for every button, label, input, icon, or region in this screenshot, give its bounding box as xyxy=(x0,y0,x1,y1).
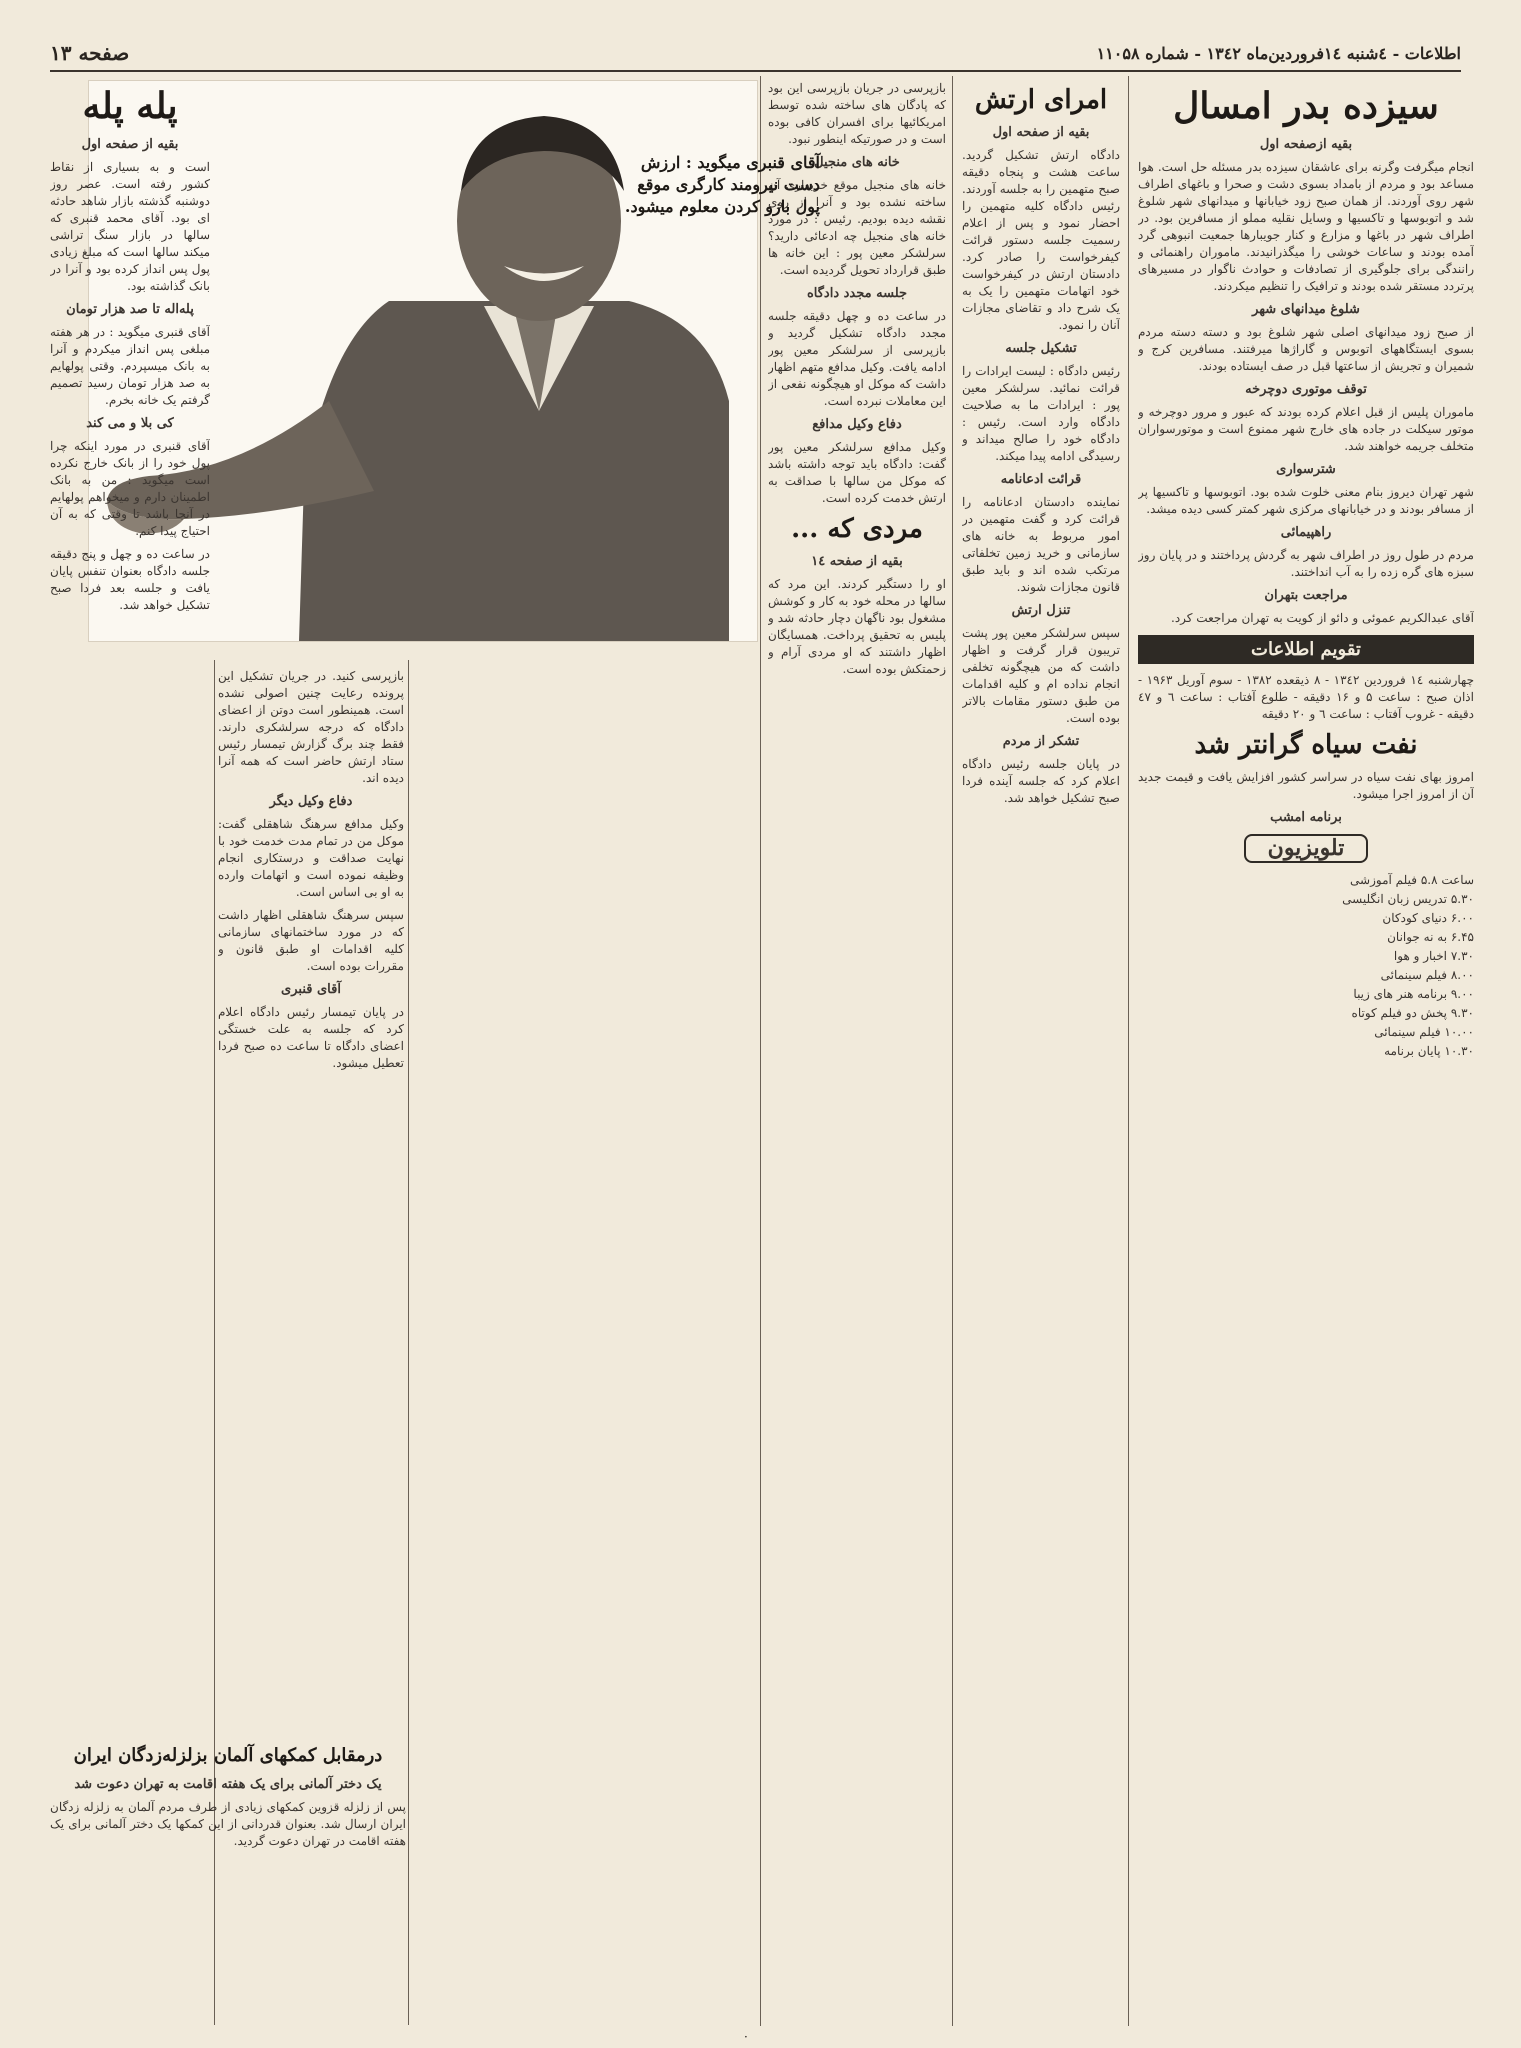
headline-german-aid: درمقابل کمکهای آلمان بزلزله‌زدگان ایران xyxy=(73,1745,383,1766)
article-body: آقای قنبری در مورد اینکه چرا پول خود را از بانک خارج نکرده است میگوید : من به بانک اطمینان دارم و میخواهم پولهایم در آنجا باشد تا وقتی که به آن احتیاج پیدا کنم. xyxy=(50,439,210,538)
article-body: پس از زلزله قزوین کمکهای زیادی از طرف مردم آلمان به زلزله زدگان ایران ارسال شد. بعنوان قدردانی از این کمکها یک دختر آلمانی برای یک هفته اقامت در تهران دعوت گردید. xyxy=(50,1800,406,1848)
article-body: وکیل مدافع سرهنگ شاهقلی گفت: موکل من در تمام مدت خدمت خود با نهایت صداقت و درستکاری انجام وظیفه نموده است و اتهامات وارده به او بی اساس است. xyxy=(218,817,404,899)
photo-caption: آقای قنبری میگوید : ارزش دست نیرومند کارگری موقع پول بازو کردن معلوم میشود. xyxy=(624,153,820,216)
article-body: نماینده دادستان ادعانامه را قرائت کرد و گفت متهمین در امور مربوط به خانه های سازمانی و خرید زمین تخلفاتی مرتکب شده اند و باید طبق قانون مجازات شوند. xyxy=(962,495,1120,594)
article-body: خانه های منجیل موقع خریداری آن ساخته نشده بود و آنرا از روی نقشه دیده بودیم. رئیس : در مورد خانه های منجیل چه ادعائی دارید؟ سرلشکر معین پور : این خانه ها طبق قرارداد تحویل گردیده است. xyxy=(768,178,946,277)
page-number: صفحه ۱۳ xyxy=(50,41,130,65)
subhead: آقای قنبری xyxy=(281,982,341,997)
subhead: قرائت ادعانامه xyxy=(1000,472,1082,487)
column-pele-pele xyxy=(50,80,210,1730)
tv-program: ۱۰.۳۰ پایان برنامه xyxy=(1384,1044,1474,1058)
masthead: اطلاعات - ٤شنبه ١٤فروردین‌ماه ۱۳٤۲ - شماره ۱۱۰۵۸ xyxy=(1096,43,1461,63)
subhead: دفاع وکیل دیگر xyxy=(269,794,353,809)
headline-sizdah-bedar: سیزده بدر امسال xyxy=(1173,85,1439,127)
article-body: در ساعت ده و چهل و پنج دقیقه جلسه دادگاه بعنوان تنفس پایان یافت و جلسه بعد فردا صبح تشکیل خواهد شد. xyxy=(50,547,210,612)
article-body: او را دستگیر کردند. این مرد که سالها در محله خود به کار و کوشش مشغول بود ناگهان دچار حادثه شد و پلیس به تحقیق پرداخت. همسایگان اظهار داشتند که او مردی آرام و زحمتکش بوده است. xyxy=(768,577,946,676)
article-body: آقای عبدالکریم عموئی و دائو از کویت به تهران مراجعت کرد. xyxy=(1171,611,1474,625)
subhead: تشکر از مردم xyxy=(1002,734,1080,749)
tv-program: ۷.۳۰ اخبار و هوا xyxy=(1393,949,1474,963)
tv-program: ۵.۳۰ تدریس زبان انگلیسی xyxy=(1342,892,1474,906)
calendar-header: تقویم اطلاعات xyxy=(1138,635,1474,664)
column-rule xyxy=(408,660,409,2025)
article-body: امروز بهای نفت سیاه در سراسر کشور افزایش یافت و قیمت جدید آن از امروز اجرا میشود. xyxy=(1138,770,1474,801)
article-body: است و به بسیاری از نقاط کشور رفته است. عصر روز دوشنبه گذشته بازار شاهد حادثه ای بود. آقای محمد قنبری که سالها در بازار سنگ تراشی میکند سالها است که مبلغ زیادی پول پس انداز کرده بود و آنرا در بانک گذاشته بود. xyxy=(50,160,210,293)
headline-mardi-ke: مردی که ... xyxy=(791,514,923,544)
subhead: شترسواری xyxy=(1276,462,1336,477)
tv-program: ۱۰.۰۰ فیلم سینمائی xyxy=(1374,1025,1474,1039)
continued-note: بقیه از صفحه اول xyxy=(992,125,1090,140)
article-body: انجام میگرفت وگرنه برای عاشقان سیزده بدر مسئله حل است. هوا مساعد بود و مردم از بامداد بسوی دشت و صحرا و باغهای اطراف شهر روی آوردند. از همان صبح زود خیابانها و میدانهای شهر شلوغ شد و اتوبوسها و تاکسیها و وسایل نقلیه مملو از مسافرین بود. در اطراف شهر در باغها و مزارع و کنار جویبارها جمعیت انبوهی گرد آمده بودند و ساعات خوشی را میگذرانیدند. ماموران راهنمائی و رانندگی برای جلوگیری از تصادفات و حوادث ناگوار در مسیرهای پرتردد مستقر شده بودند و ترافیک را تنظیم میکردند. xyxy=(1138,160,1474,293)
article-body: سپس سرهنگ شاهقلی اظهار داشت که در مورد ساختمانهای سازمانی کلیه اقدامات او طبق قانون و مقررات بوده است. xyxy=(218,908,404,973)
headline-umara-artesh: امرای ارتش xyxy=(974,85,1108,115)
news-german-aid xyxy=(50,1740,406,2020)
column-rule xyxy=(760,76,761,2026)
continued-note: بقیه از صفحه ١٤ xyxy=(811,554,903,569)
tv-program: ۶.۴۵ به نه جوانان xyxy=(1387,930,1474,944)
article-body: سپس سرلشکر معین پور پشت تریبون قرار گرفت و اظهار داشت که من هیچگونه تخلفی انجام نداده ام و کلیه اقدامات من طبق دستور مقامات بالاتر بوده است. xyxy=(962,626,1120,725)
article-body: در ساعت ده و چهل دقیقه جلسه مجدد دادگاه تشکیل گردید و بازپرسی از سرلشکر معین پور ادامه یافت. وکیل مدافع متهم اظهار داشت که موکل او هیچگونه نفعی از این معاملات نبرده است. xyxy=(768,309,946,408)
article-body: آقای قنبری میگوید : در هر هفته مبلغی پس انداز میکردم و آنرا به بانک میسپردم. وقتی پولهایم به صد هزار تومان رسید تصمیم گرفتم یک خانه بخرم. xyxy=(50,325,210,407)
tv-logo: تلویزیون xyxy=(1244,834,1368,863)
subhead: راهپیمائی xyxy=(1280,525,1332,540)
article-body: شهر تهران دیروز بنام معنی خلوت شده بود. اتوبوسها و تاکسیها پر از مسافر بودند و در خیابانهای مرکزی شهر کمتر کسی دیده میشد. xyxy=(1138,485,1474,516)
tv-program-list xyxy=(1138,871,1474,1061)
subhead: دفاع وکیل مدافع xyxy=(812,417,902,432)
subhead: تشکیل جلسه xyxy=(1005,341,1077,356)
article-body: مردم در طول روز در اطراف شهر به گردش پرداختند و در پایان روز سبزه های گره زده را به آب انداختند. xyxy=(1138,548,1474,579)
article-body: در پایان تیمسار رئیس دادگاه اعلام کرد که جلسه به علت خستگی اعضای دادگاه تا ساعت ده صبح فردا تعطیل میشود. xyxy=(218,1005,404,1070)
article-body: بازپرسی در جریان بازپرسی این بود که پادگان های ساخته شده توسط امریکائیها برای افسران کافی بوده است و در صورتیکه اینطور نبود. xyxy=(768,81,946,146)
article-body: از صبح زود میدانهای اصلی شهر شلوغ بود و دسته دسته مردم بسوی ایستگاههای اتوبوس و گاراژها میرفتند. مسافرین کرج و شمیران و تجریش از ساعتها قبل در صف ایستاده بودند. xyxy=(1138,325,1474,373)
headline-oil: نفت سیاه گرانتر شد xyxy=(1194,730,1418,760)
article-body: وکیل مدافع سرلشکر معین پور گفت: دادگاه باید توجه داشته باشد که موکل من سالها با صداقت به ارتش خدمت کرده است. xyxy=(768,440,946,505)
tv-program: ۸.۰۰ فیلم سینمائی xyxy=(1380,968,1474,982)
subhead: پله‌اله تا صد هزار تومان xyxy=(66,302,194,317)
tv-program: ۶.۰۰ دنیای کودکان xyxy=(1382,911,1474,925)
subhead: خانه های منجیل xyxy=(814,155,900,170)
subhead: شلوغ میدانهای شهر xyxy=(1252,302,1360,317)
subhead: تنزل ارتش xyxy=(1011,603,1071,618)
tv-program: ۹.۰۰ برنامه هنر های زیبا xyxy=(1353,987,1474,1001)
headline-pele-pele: پله پله xyxy=(82,85,178,127)
page-header xyxy=(50,36,1461,72)
subhead: کی بلا و می کند xyxy=(86,416,174,431)
article-body: دادگاه ارتش تشکیل گردید. ساعت هشت و پنجاه دقیقه صبح متهمین را به جلسه آوردند. رئیس دادگاه کلیه متهمین را احضار نمود و پس از اعلام رسمیت جلسه دستور قرائت کیفرخواست را صادر کرد. دادستان ارتش در کیفرخواست خود اتهامات متهمین را یک به یک شرح داد و تقاضای مجازات آنان را نمود. xyxy=(962,148,1120,332)
column-court-cont xyxy=(768,80,946,2025)
continued-note: بقیه ازصفحه اول xyxy=(1259,137,1353,152)
calendar-text: چهارشنبه ۱٤ فروردین ۱۳٤۲ - ۸ ذیقعده ۱۳۸۲ - سوم آوریل ۱۹۶۳ - اذان صبح : ساعت ۵ و ۱۶ دقیقه - طلوع آفتاب : ساعت ٦ و ٤۷ دقیقه - غروب آفتاب : ساعت ٦ و ۲۰ دقیقه xyxy=(1138,673,1474,721)
subhead: توقف موتوری دوچرخه xyxy=(1245,382,1367,397)
article-body: ماموران پلیس از قبل اعلام کرده بودند که عبور و مرور دوچرخه و موتور سیکلت در جاده های خارج شهر ممنوع است و موتورسواران متخلف جریمه خواهند شد. xyxy=(1138,405,1474,453)
column-rule xyxy=(952,76,953,2026)
article-body: بازپرسی کنید. در جریان تشکیل این پرونده رعایت چنین اصولی نشده است. همینطور است دوتن از اعضای دادگاه که درجه سرلشکری دارند. فقط چند برگ گزارش تیمسار رئیس ستاد ارتش حاضر است که همه آنرا دیده اند. xyxy=(218,669,404,785)
page-footer-mark: · xyxy=(744,2030,748,2044)
column-rule xyxy=(1128,76,1129,2026)
tv-program: ۹.۳۰ پخش دو فیلم کوتاه xyxy=(1351,1006,1474,1020)
column-sizdah-bedar xyxy=(1138,80,1474,2025)
subhead: یک دختر آلمانی برای یک هفته اقامت به تهران دعوت شد xyxy=(74,1777,382,1792)
article-body: در پایان جلسه رئیس دادگاه اعلام کرد که جلسه آینده فردا صبح تشکیل خواهد شد. xyxy=(962,757,1120,805)
continued-note: بقیه از صفحه اول xyxy=(81,137,179,152)
article-body: رئیس دادگاه : لیست ایرادات را قرائت نمائید. سرلشکر معین پور : ایرادات ما به صلاحیت دادگاه وارد است. رئیس : دادگاه خود را صالح میداند و رسیدگی ادامه پیدا میکند. xyxy=(962,364,1120,463)
subhead: جلسه مجدد دادگاه xyxy=(806,286,908,301)
tv-program: ساعت ۵.۸ فیلم آموزشی xyxy=(1350,873,1474,887)
column-umara-artesh xyxy=(962,80,1120,2025)
subhead: مراجعت بتهران xyxy=(1264,588,1348,603)
tv-header: برنامه امشب xyxy=(1270,810,1342,825)
